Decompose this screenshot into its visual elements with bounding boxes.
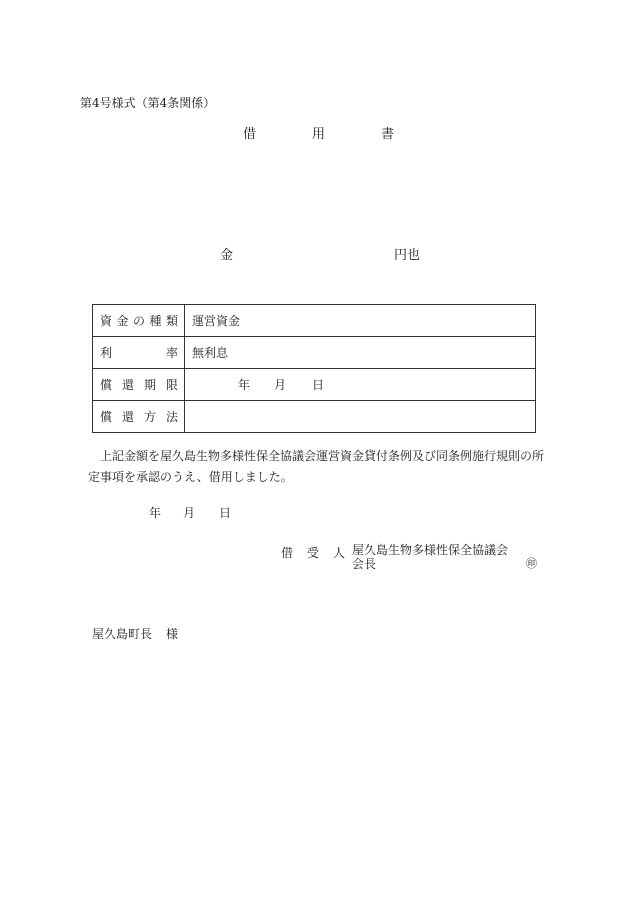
label-char: の: [132, 314, 145, 328]
addressee-honorific: 様: [166, 627, 179, 641]
document-title: [243, 128, 394, 141]
addressee: [92, 628, 178, 640]
label-char: 類: [165, 314, 178, 328]
label-char: 限: [165, 378, 178, 392]
label-char: 利: [100, 346, 113, 360]
table-row-repayment-deadline: [93, 369, 536, 401]
borrower-label-char: 借: [281, 546, 294, 560]
title-char-1: 借: [243, 127, 257, 142]
table-row-interest: [93, 337, 536, 369]
row-label-repayment-method: [93, 401, 185, 433]
seal-mark-icon: ㊞: [526, 557, 537, 570]
label-char: 金: [116, 314, 129, 328]
label-char: 種: [149, 314, 162, 328]
amount-suffix: 円也: [394, 248, 421, 263]
loan-terms-table: [92, 304, 536, 433]
label-char: 率: [165, 346, 178, 360]
deadline-year: 年: [238, 378, 251, 392]
body-paragraph: [88, 446, 548, 488]
borrower-label: [281, 547, 359, 559]
label-char: 方: [143, 410, 156, 424]
date-month: 月: [183, 506, 196, 520]
label-char: 法: [165, 410, 178, 424]
row-value-interest: 無利息: [185, 337, 536, 369]
body-text: 上記金額を屋久島生物多様性保全協議会運営資金貸付条例及び同条例施行規則の所定事項を承認のうえ、借用しました。: [88, 449, 545, 484]
borrower-role: 会長: [352, 557, 377, 571]
table-row-repayment-method: [93, 401, 536, 433]
row-value-repayment-method: [185, 401, 536, 433]
borrower-label-char: 受: [307, 546, 320, 560]
date-day: 日: [219, 506, 232, 520]
addressee-name: 屋久島町長: [92, 627, 153, 641]
title-char-3: 書: [381, 127, 395, 142]
amount-prefix: 金: [220, 248, 234, 263]
row-label-interest: [93, 337, 185, 369]
label-char: 還: [121, 378, 134, 392]
label-char: 償: [100, 378, 113, 392]
label-char: 期: [143, 378, 156, 392]
form-number-label: 第4号様式（第4条関係）: [80, 96, 216, 110]
borrower-label-char: 人: [333, 546, 346, 560]
date-line: [149, 507, 231, 519]
date-year: 年: [149, 506, 162, 520]
row-value-fund-type: 運営資金: [185, 305, 536, 337]
row-value-repayment-deadline: [185, 369, 536, 401]
label-char: 償: [100, 410, 113, 424]
deadline-month: 月: [274, 378, 287, 392]
deadline-day: 日: [312, 378, 325, 392]
title-char-2: 用: [312, 127, 326, 142]
label-char: 還: [121, 410, 134, 424]
borrower-organization: 屋久島生物多様性保全協議会: [352, 543, 509, 557]
row-label-fund-type: [93, 305, 185, 337]
row-label-repayment-deadline: [93, 369, 185, 401]
table-row-fund-type: [93, 305, 536, 337]
label-char: 資: [100, 314, 113, 328]
